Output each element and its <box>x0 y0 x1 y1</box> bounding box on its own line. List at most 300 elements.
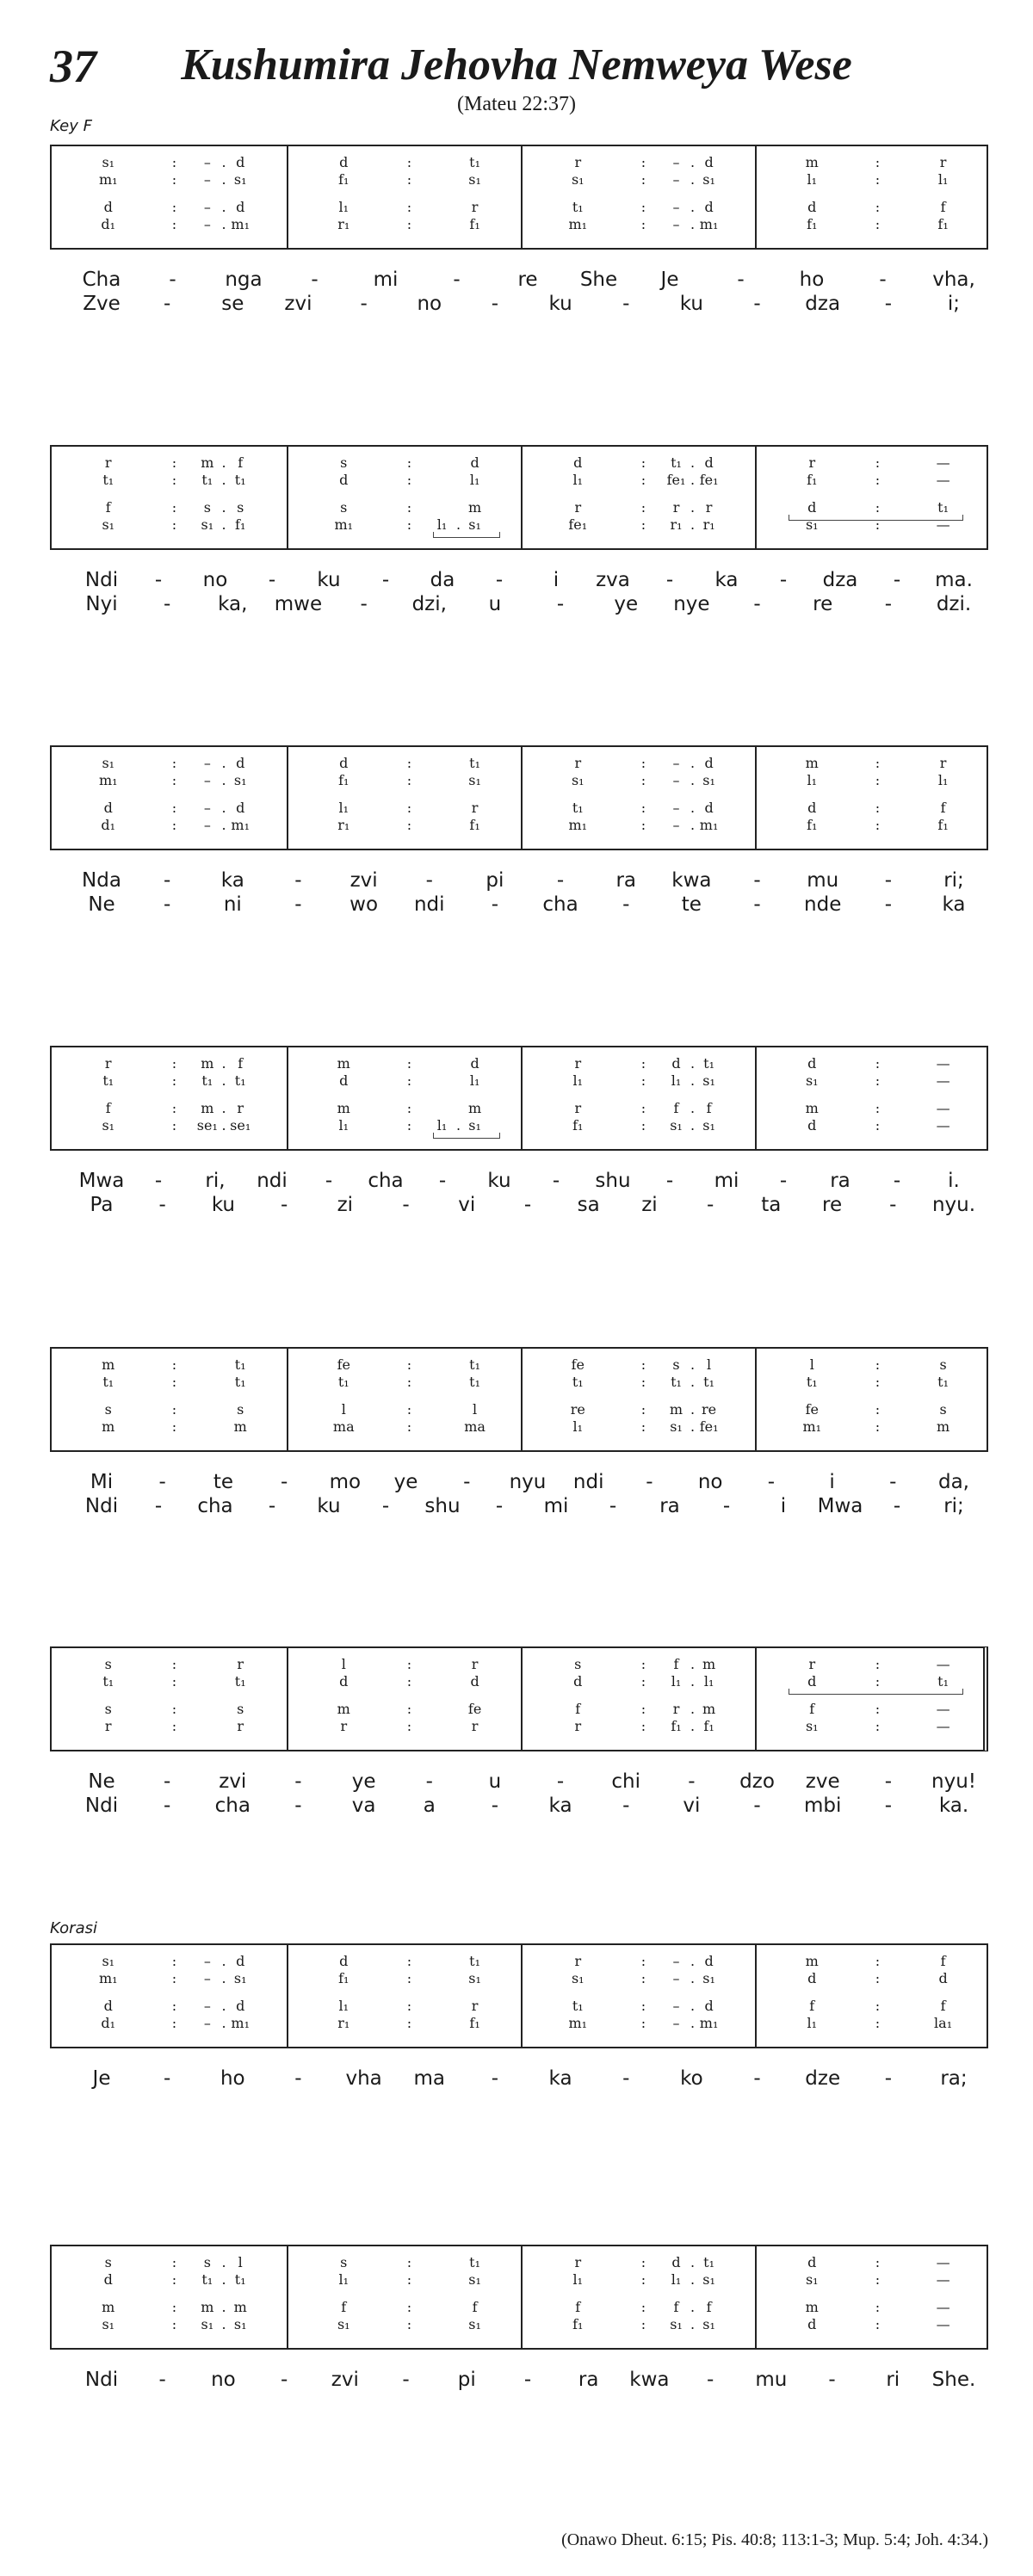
beat-separator: : <box>406 800 412 816</box>
lyric-syllable: vha <box>345 2067 382 2090</box>
solfa-note: d <box>236 800 245 816</box>
beat-separator: : <box>875 1401 881 1418</box>
solfa-note: t₁ <box>671 454 682 471</box>
bar-line <box>755 146 757 248</box>
solfa-note: d <box>671 2254 681 2270</box>
solfa-note: l₁ <box>671 1673 682 1690</box>
solfa-note: fe₁ <box>699 472 719 488</box>
solfa-note: r <box>574 1055 582 1072</box>
beat-separator: : <box>875 1953 881 1969</box>
solfa-note: m₁ <box>98 1970 118 1986</box>
solfa-note: d <box>103 800 113 816</box>
syllable-hyphen: - <box>767 1471 775 1493</box>
bar-line <box>755 1648 757 1750</box>
beat-separator: : <box>640 216 646 232</box>
lyric-syllable: ri <box>886 2369 900 2391</box>
beat-separator: . <box>221 1072 226 1089</box>
beat-separator: : <box>640 1953 646 1969</box>
beat-separator: : <box>171 454 177 471</box>
solfa-note: – <box>672 2015 680 2031</box>
solfa-note: – <box>672 755 680 771</box>
lyric-syllable: She. <box>931 2369 976 2391</box>
solfa-note: d <box>704 199 714 215</box>
syllable-hyphen: - <box>381 1495 390 1517</box>
beat-separator: : <box>875 1055 881 1072</box>
solfa-note: s₁ <box>702 1970 715 1986</box>
syllable-hyphen: - <box>622 893 630 916</box>
solfa-note: d <box>807 199 817 215</box>
solfa-note: r <box>237 1100 244 1116</box>
syllable-hyphen: - <box>779 569 788 591</box>
beat-separator: : <box>640 772 646 788</box>
solfa-note: f <box>706 1100 712 1116</box>
hymn-number: 37 <box>50 40 96 92</box>
bar-line <box>521 146 523 248</box>
solfa-note: — <box>936 1718 950 1734</box>
bar-line <box>521 447 523 548</box>
syllable-hyphen: - <box>491 893 499 916</box>
solfa-note: m <box>468 499 482 516</box>
lyric-syllable: mwe <box>274 593 323 615</box>
solfa-note: l₁ <box>807 171 818 188</box>
solfa-note: r <box>237 1656 244 1672</box>
beat-separator: : <box>875 800 881 816</box>
syllable-hyphen: - <box>425 869 433 892</box>
solfa-note: s <box>939 1356 947 1373</box>
solfa-note: s₁ <box>233 2316 247 2332</box>
beat-separator: . <box>690 171 696 188</box>
solfa-note: l₁ <box>338 1998 349 2014</box>
lyric-syllable: da, <box>937 1471 969 1493</box>
lyric-syllable: ka. <box>938 1795 969 1817</box>
solfa-note: f <box>472 2299 478 2315</box>
solfa-note: r <box>237 1718 244 1734</box>
lyric-syllable: ri; <box>943 1495 964 1517</box>
lyric-syllable: vi <box>683 1795 701 1817</box>
solfa-note: – <box>672 1953 680 1969</box>
lyric-syllable: mo <box>329 1471 362 1493</box>
syllable-hyphen: - <box>753 869 761 892</box>
beat-separator: : <box>406 516 412 533</box>
solfa-note: se₁ <box>196 1117 218 1134</box>
solfa-note: l₁ <box>807 772 818 788</box>
beat-separator: . <box>221 817 226 833</box>
syllable-hyphen: - <box>402 1194 410 1216</box>
beat-separator: : <box>640 199 646 215</box>
solfa-note: s₁ <box>102 516 115 533</box>
lyric-syllable: ka, <box>218 593 248 615</box>
beat-separator: : <box>171 2271 177 2288</box>
syllable-hyphen: - <box>889 1194 897 1216</box>
solfa-note: s₁ <box>468 516 481 533</box>
beat-separator: : <box>875 1718 881 1734</box>
solfa-note: r <box>672 1701 680 1717</box>
syllable-hyphen: - <box>381 569 390 591</box>
solfa-note: — <box>936 2316 950 2332</box>
solfa-note: s₁ <box>201 2316 214 2332</box>
solfa-note: r <box>705 499 713 516</box>
syllable-hyphen: - <box>665 569 674 591</box>
solfa-note: – <box>672 216 680 232</box>
solfa-note: — <box>936 1656 950 1672</box>
lyric-syllable: zi <box>337 1194 354 1216</box>
beat-separator: . <box>690 1673 696 1690</box>
bar-line <box>755 2246 757 2348</box>
solfa-note: m <box>468 1100 482 1116</box>
solfa-note: l₁ <box>436 1117 448 1134</box>
solfa-note: d <box>470 454 479 471</box>
solfa-note: s₁ <box>468 171 481 188</box>
solfa-note: s <box>574 1656 582 1672</box>
solfa-note: — <box>936 1701 950 1717</box>
solfa-note: l₁ <box>572 1072 584 1089</box>
solfa-note: l <box>341 1656 346 1672</box>
solfa-note: t₁ <box>937 1374 949 1390</box>
lyric-syllable: i <box>829 1471 835 1493</box>
solfa-note: t₁ <box>234 472 246 488</box>
chorus-label: Korasi <box>50 1919 97 1937</box>
solfa-note: m₁ <box>568 2015 588 2031</box>
beat-separator: : <box>406 1701 412 1717</box>
solfa-note: se₁ <box>230 1117 251 1134</box>
solfa-note: s₁ <box>805 1718 819 1734</box>
lyric-syllable: i; <box>947 293 961 315</box>
lyric-syllable: wo <box>349 893 379 916</box>
solfa-note: f <box>341 2299 347 2315</box>
solfa-note: d <box>339 1953 349 1969</box>
syllable-hyphen: - <box>158 1194 166 1216</box>
notation-system <box>50 1943 988 2048</box>
beat-separator: : <box>640 2015 646 2031</box>
solfa-note: f₁ <box>937 216 949 232</box>
beat-separator: . <box>221 1998 226 2014</box>
syllable-hyphen: - <box>893 569 901 591</box>
beat-separator: : <box>875 454 881 471</box>
beat-separator: : <box>171 772 177 788</box>
syllable-hyphen: - <box>622 293 630 315</box>
solfa-note: m <box>337 1055 350 1072</box>
syllable-hyphen: - <box>753 293 761 315</box>
solfa-note: l₁ <box>572 1418 584 1435</box>
solfa-note: l₁ <box>469 1072 480 1089</box>
lyric-line <box>50 1168 988 1194</box>
beat-separator: : <box>640 817 646 833</box>
lyric-syllable: nyu. <box>931 1194 976 1216</box>
solfa-note: r <box>574 1718 582 1734</box>
lyric-syllable: u <box>488 1770 502 1793</box>
solfa-note: s₁ <box>468 1117 481 1134</box>
beat-separator: : <box>171 1356 177 1373</box>
lyric-syllable: zvi <box>219 1770 247 1793</box>
lyric-syllable: u <box>488 593 502 615</box>
solfa-note: t₁ <box>469 1374 481 1390</box>
beat-separator: . <box>690 1356 696 1373</box>
syllable-hyphen: - <box>706 2369 714 2391</box>
solfa-note: l <box>707 1356 712 1373</box>
notation-system <box>50 1046 988 1151</box>
beat-separator: : <box>406 454 412 471</box>
beat-separator: : <box>640 1718 646 1734</box>
solfa-note: m₁ <box>334 516 354 533</box>
solfa-note: ma <box>464 1418 486 1435</box>
lyric-syllable: ka <box>220 869 244 892</box>
beat-separator: . <box>221 2254 226 2270</box>
solfa-note: f₁ <box>469 216 480 232</box>
solfa-note: t₁ <box>703 1055 715 1072</box>
lyric-syllable: shu <box>595 1170 631 1192</box>
solfa-note: r₁ <box>337 817 350 833</box>
solfa-note: d <box>807 1970 817 1986</box>
solfa-note: d₁ <box>101 2015 116 2031</box>
beat-separator: . <box>690 1100 696 1116</box>
solfa-note: l₁ <box>436 516 448 533</box>
beat-separator: : <box>875 1356 881 1373</box>
beat-separator: . <box>221 1970 226 1986</box>
beat-separator: : <box>406 171 412 188</box>
beat-separator: : <box>875 1418 881 1435</box>
solfa-note: f <box>105 1100 111 1116</box>
lyric-syllable: dzi, <box>411 593 447 615</box>
solfa-note: s <box>939 1401 947 1418</box>
syllable-hyphen: - <box>884 293 892 315</box>
solfa-note: s₁ <box>233 171 247 188</box>
syllable-hyphen: - <box>753 893 761 916</box>
solfa-note: – <box>203 154 211 170</box>
beat-separator: : <box>171 1374 177 1390</box>
bar-line <box>755 1349 757 1450</box>
solfa-note: m <box>805 1100 819 1116</box>
syllable-hyphen: - <box>311 269 319 291</box>
bar-line <box>287 1945 288 2047</box>
slur-bracket <box>433 1133 500 1139</box>
beat-separator: . <box>221 472 226 488</box>
solfa-note: f₁ <box>807 216 818 232</box>
solfa-note: r₁ <box>337 216 350 232</box>
lyric-syllable: ho <box>220 2067 245 2090</box>
notation-system <box>50 2245 988 2350</box>
solfa-note: d <box>470 1673 479 1690</box>
beat-separator: : <box>640 800 646 816</box>
solfa-note: – <box>203 1998 211 2014</box>
solfa-note: m <box>337 1100 350 1116</box>
beat-separator: . <box>690 1953 696 1969</box>
beat-separator: : <box>406 755 412 771</box>
solfa-note: d <box>573 454 583 471</box>
syllable-hyphen: - <box>622 2067 630 2090</box>
syllable-hyphen: - <box>154 1170 163 1192</box>
beat-separator: . <box>221 1953 226 1969</box>
solfa-note: t₁ <box>469 154 481 170</box>
syllable-hyphen: - <box>622 1795 630 1817</box>
lyric-syllable: pi <box>457 2369 476 2391</box>
beat-separator: : <box>640 472 646 488</box>
lyric-syllable: ra <box>578 2369 599 2391</box>
beat-separator: . <box>221 800 226 816</box>
hymn-title: Kushumira Jehovha Nemweya Wese <box>181 40 852 90</box>
solfa-note: t₁ <box>572 1998 584 2014</box>
beat-separator: : <box>640 516 646 533</box>
beat-separator: : <box>406 1100 412 1116</box>
beat-separator: : <box>875 2254 881 2270</box>
beat-separator: : <box>875 216 881 232</box>
solfa-note: r <box>574 154 582 170</box>
solfa-note: f₁ <box>572 1117 584 1134</box>
lyric-syllable: Ndi <box>84 569 119 591</box>
solfa-note: – <box>203 755 211 771</box>
lyric-syllable: dzi. <box>936 593 972 615</box>
solfa-note: d <box>339 1673 349 1690</box>
solfa-note: f <box>809 1701 815 1717</box>
solfa-note: s₁ <box>102 2316 115 2332</box>
syllable-hyphen: - <box>779 1170 788 1192</box>
solfa-note: — <box>936 1117 950 1134</box>
syllable-hyphen: - <box>402 2369 410 2391</box>
solfa-note: f <box>575 2299 581 2315</box>
solfa-note: d <box>807 499 817 516</box>
solfa-note: – <box>203 1953 211 1969</box>
solfa-note: fe <box>337 1356 350 1373</box>
lyric-syllable: mi <box>543 1495 569 1517</box>
solfa-note: f <box>940 1953 946 1969</box>
solfa-note: m <box>702 1656 716 1672</box>
syllable-hyphen: - <box>280 1471 288 1493</box>
solfa-note: f <box>940 1998 946 2014</box>
solfa-note: fe <box>805 1401 819 1418</box>
beat-separator: . <box>690 1374 696 1390</box>
beat-separator: . <box>690 1055 696 1072</box>
bar-line <box>521 1945 523 2047</box>
solfa-note: s <box>340 454 348 471</box>
solfa-note: s <box>104 1401 112 1418</box>
syllable-hyphen: - <box>294 893 302 916</box>
lyric-syllable: te <box>213 1471 233 1493</box>
syllable-hyphen: - <box>737 269 745 291</box>
beat-separator: : <box>875 1701 881 1717</box>
solfa-note: l <box>341 1401 346 1418</box>
syllable-hyphen: - <box>893 1495 901 1517</box>
beat-separator: : <box>406 772 412 788</box>
solfa-note: r <box>340 1718 348 1734</box>
lyric-syllable: cha <box>368 1170 404 1192</box>
solfa-note: s₁ <box>571 772 585 788</box>
syllable-hyphen: - <box>280 1194 288 1216</box>
lyric-syllable: nga <box>225 269 263 291</box>
syllable-hyphen: - <box>884 893 892 916</box>
lyric-syllable: kwa <box>629 2369 670 2391</box>
solfa-note: – <box>203 817 211 833</box>
lyric-syllable: ku <box>487 1170 511 1192</box>
lyric-syllable: no <box>697 1471 723 1493</box>
syllable-hyphen: - <box>884 2067 892 2090</box>
beat-separator: : <box>406 2254 412 2270</box>
solfa-note: f <box>809 1998 815 2014</box>
lyric-syllable: ka <box>714 569 739 591</box>
bar-line <box>287 1648 288 1750</box>
syllable-hyphen: - <box>294 1795 302 1817</box>
beat-separator: : <box>171 755 177 771</box>
beat-separator: : <box>406 2271 412 2288</box>
solfa-note: m₁ <box>231 216 250 232</box>
solfa-note: d <box>339 154 349 170</box>
lyric-syllable: ni <box>223 893 242 916</box>
solfa-note: t₁ <box>937 1673 949 1690</box>
solfa-note: – <box>672 1998 680 2014</box>
beat-separator: . <box>690 1418 696 1435</box>
solfa-note: s₁ <box>670 1117 683 1134</box>
bar-line <box>521 747 523 849</box>
solfa-note: d <box>236 199 245 215</box>
lyric-syllable: Mi <box>90 1471 114 1493</box>
solfa-note: r <box>471 800 479 816</box>
solfa-note: s₁ <box>670 2316 683 2332</box>
solfa-note: t₁ <box>201 472 213 488</box>
solfa-note: l₁ <box>338 199 349 215</box>
solfa-note: – <box>203 2015 211 2031</box>
beat-separator: . <box>456 516 461 533</box>
syllable-hyphen: - <box>360 293 368 315</box>
solfa-note: f₁ <box>703 1718 714 1734</box>
solfa-note: t₁ <box>572 199 584 215</box>
notation-system <box>50 745 988 850</box>
beat-separator: : <box>171 1701 177 1717</box>
lyric-syllable: ra; <box>940 2067 968 2090</box>
bar-line <box>521 2246 523 2348</box>
solfa-note: s₁ <box>670 1418 683 1435</box>
solfa-note: – <box>203 1970 211 1986</box>
solfa-note: l₁ <box>671 1072 682 1089</box>
beat-separator: : <box>875 2299 881 2315</box>
solfa-note: m₁ <box>231 817 250 833</box>
bar-line <box>521 1648 523 1750</box>
beat-separator: : <box>875 1998 881 2014</box>
beat-separator: . <box>690 499 696 516</box>
solfa-note: d <box>704 1953 714 1969</box>
beat-separator: . <box>690 199 696 215</box>
beat-separator: : <box>875 2316 881 2332</box>
solfa-note: l <box>809 1356 814 1373</box>
solfa-note: d <box>807 2316 817 2332</box>
solfa-note: f <box>105 499 111 516</box>
bar-line <box>755 447 757 548</box>
solfa-note: t₁ <box>469 2254 481 2270</box>
lyric-syllable: nye <box>673 593 710 615</box>
beat-separator: : <box>406 1356 412 1373</box>
beat-separator: : <box>171 1117 177 1134</box>
solfa-note: r <box>574 1100 582 1116</box>
lyric-syllable: dzo <box>739 1770 775 1793</box>
bar-line <box>521 1047 523 1149</box>
syllable-hyphen: - <box>268 1495 276 1517</box>
lyric-syllable: mi <box>714 1170 739 1192</box>
solfa-note: l₁ <box>807 2015 818 2031</box>
solfa-note: d <box>704 800 714 816</box>
solfa-note: s <box>203 2254 211 2270</box>
lyric-syllable: ku <box>211 1194 236 1216</box>
beat-separator: : <box>640 2271 646 2288</box>
beat-separator: : <box>875 154 881 170</box>
lyric-syllable: ndi <box>572 1471 604 1493</box>
solfa-note: r <box>939 755 947 771</box>
lyric-syllable: Ndi <box>84 1795 119 1817</box>
solfa-note: s <box>340 499 348 516</box>
solfa-note: d <box>103 1998 113 2014</box>
solfa-note: d <box>807 1117 817 1134</box>
lyric-line <box>50 1769 988 1795</box>
solfa-note: l₁ <box>469 472 480 488</box>
beat-separator: . <box>690 1401 696 1418</box>
solfa-note: t₁ <box>201 2271 213 2288</box>
beat-separator: : <box>640 1117 646 1134</box>
